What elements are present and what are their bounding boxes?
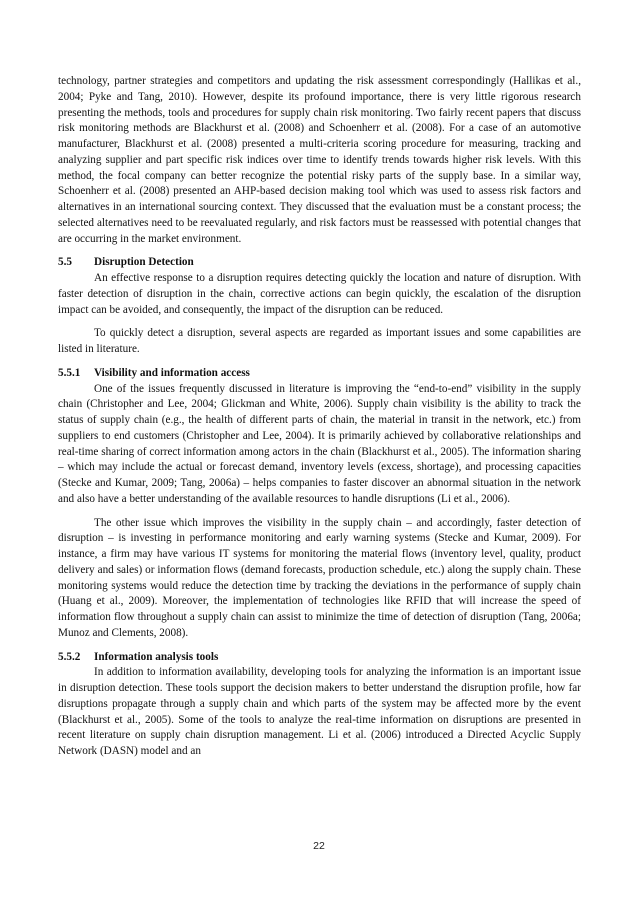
paragraph-risk-monitoring: technology, partner strategies and competitors and updating the risk assessment correspondingly (Hallikas et al., 2004; Pyke and Tang, 2010). However, despite its profound importance, there is very little rigorous research presenting the methods, tools and procedures for supply chain risk monitoring. Two fairly recent papers that discuss risk monitoring methods are Blackhurst et al. (2008) and Schoenherr et al. (2008). For a case of an automotive manufacturer, Blackhurst et al. (2008) presented a multi-criteria scoring procedure for measuring, tracking and analyzing supplier and part specific risk indices over time to identify trends towards higher risk levels. With this method, the focal company can better recognize the potential risky parts of the supply base. In a similar way, Schoenherr et al. (2008) presented an AHP-based decision making tool which was used to assess risk factors and alternatives in an international sourcing context. They discussed that the evaluation must be a constant process; the selected alternatives need to be reevaluated regularly, and risk factors must be reassessed with potential changes that are occurring in the market environment. [58,75,581,245]
paragraph-end-to-end-visibility: One of the issues frequently discussed in literature is improving the “end-to-end” visibility in the supply chain (Christopher and Lee, 2004; Glickman and White, 2006). Supply chain visibility is the ability to track the status of supply chain (e.g., the health of different parts of chain, the material in transit in the network, etc.) from suppliers to end customers (Christopher and Lee, 2004). It is primarily achieved by collaborative relationships and real-time sharing of correct information among actors in the chain (Blackhurst et al., 2005). The information sharing – which may include the actual or forecast demand, inventory levels (excess, shortage), and processing capacities (Stecke and Kumar, 2009; Tang, 2006a) – helps companies to faster discover an abnormal situation in the network and also have a better understanding of the available resources to handle disruptions (Li et al., 2006). [58,382,581,505]
heading-number: 5.5 [58,256,72,269]
paragraph-analysis-tools: In addition to information availability, developing tools for analyzing the information is an important issue in disruption detection. These tools support the decision makers to better understand the disruption profile, how far disruptions propagate through a supply chain and which parts of the system may be affected more by the event (Blackhurst et al., 2005). Some of the tools to analyze the real-time information on disruptions are presented in recent literature on supply chain disruption management. Li et al. (2006) introduced a Directed Acyclic Supply Network (DASN) model and an [58,666,581,757]
page-number: 22 [313,840,325,852]
heading-visibility [58,366,581,382]
page-body [58,74,581,760]
heading-title: Visibility and information access [94,366,250,379]
heading-title: Information analysis tools [94,650,219,663]
paragraph-monitoring-systems: The other issue which improves the visibility in the supply chain – and accordingly, faster detection of disruption – is investing in performance monitoring and early warning systems (Stecke and Kumar, 2009). For instance, a firm may have various IT systems for monitoring the material flows (inventory level, quality, product delivery and sales) or information flows (demand forecasts, production schedule, etc.) along the supply chain. These monitoring systems would reduce the detection time by tracking the deviations in the performance of supply chain (Huang et al., 2009). Moreover, the implementation of technologies like RFID that will increase the speed of information flow throughout a supply chain can assist to minimize the time of detection of disruption (Tang, 2006a; Munoz and Clements, 2008). [58,516,581,639]
heading-analysis-tools [58,650,581,666]
heading-number: 5.5.2 [58,650,81,663]
paragraph-quick-detection: To quickly detect a disruption, several aspects are regarded as important issues and some capabilities are listed in literature. [58,327,581,355]
heading-number: 5.5.1 [58,366,81,379]
heading-disruption-detection [58,255,581,271]
paragraph-effective-response: An effective response to a disruption requires detecting quickly the location and nature of disruption. With faster detection of disruption in the chain, corrective actions can begin quickly, the escalation of the disruption impact can be avoided, and consequently, the impact of the disruption can be reduced. [58,272,581,316]
heading-title: Disruption Detection [94,256,194,269]
